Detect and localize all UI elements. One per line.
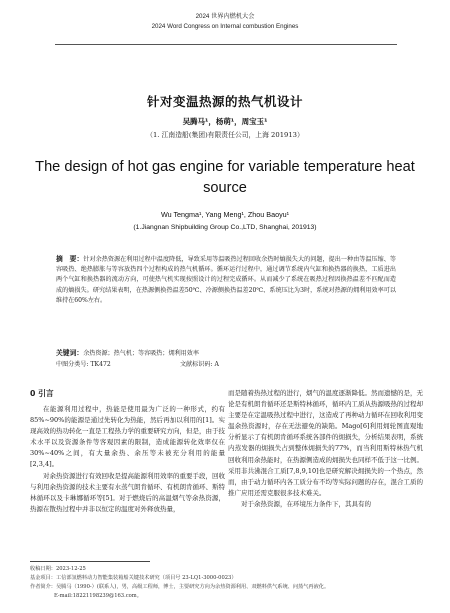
received-date: 收稿日期：2023-12-25 [30,566,86,572]
abstract-text: 针对余热资源在利用过程中温度降低，导致采用等温吸热过程回收余热时熵损失大的问题，提出一种由等温压缩、等容吸热、绝热膨胀与等容放热四个过程构成的热气机循环。循环运行过程中，通过调节系统内气缸和换热器的换热，工质进出两个气缸和换热器的流动方向，可使热气机实现按照设计的过程完成循环。从而减少了系统在吸热过程因换热温差不匹配而造成的熵损失。研究结果表明，在热源侧换热温差50℃、冷源侧换热温差20℃、系统压比为3时，系统对热源的㶲利用效率可以维持在60%左右。 [56,256,397,304]
abstract-label: 摘 要： [56,255,84,263]
author-email: E-mail:18221198239@163.com。 [54,593,142,599]
body-paragraph: 对于余热资源，在环境压力条件下，其具有的 [241,499,371,508]
body-paragraph: 对余热资源进行有效回收是提高能源利用效率的重要手段，回收与利用余热资源的技术主要有水蒸气朗肯循环、有机朗肯循环、斯特林循环以及卡琳娜循环等[5]。对于燃烧后的高温烟气等余热资源，热源在散热过程中并非以恒定的温度对外释放热量， [30,471,225,513]
authors-cn: 吴腾马¹，杨萌¹，周宝玉¹ [182,117,268,126]
affiliation-en: (1.Jiangnan Shipbuilding Group Co.,LTD, Shanghai, 201913) [133,224,317,231]
keywords [56,348,396,359]
fund-info: 基金项目：工信部氢燃料动力智能集装箱船关键技术研究（项目号 23-LQ1-3000-0023） [30,575,237,581]
clc-number: 中图分类号: TK472 [56,361,111,368]
left-column [30,388,225,515]
header-rule [55,44,397,45]
body-paragraph: 而是随着热热过程的进行，烟气的温度逐渐降低。然而遗憾的是，无论是有机朗肯循环还是斯特林循环，循环内工质从热源吸热的过程却主要是在定温吸热过程中进行，这造成了再种动力循环在回收利用变温余热资源时，存在无法避免的缺陷。Mago[6]利用㶲轮图直观地分析显示了有机朗肯循环系统各部件的㶲损失，分析结果表明，系统内蒸发器的㶲损失占到整体㶲损失的77%，而当利用斯特林热气机回收利用余热能时，在热源侧造成的㶲损失也同样不低于这一比例。采用非共沸混合工质[7,8,9,10]也是研究解决㶲损失的一个热点，然而，由于动力循环内各工质分布不均等实际问题的存在，混合工质的推广应用还需克服很多技术难关。 [228,389,423,497]
title-en: The design of hot gas engine for variable temperature heat source [35,159,415,196]
document-code: 文献标识码: A [180,361,219,368]
conference-name-en: 2024 Word Congress on Internal combustion Engines [151,23,299,30]
author-bio: 作者简介：吴腾马（1990-）(联系人)，男，高级工程师，博士，主要研究方向为余热资源利用、双燃料供气系统、问蒸气再液化。 [30,584,330,590]
conference-name-cn: 2024 世界内燃机大会 [195,13,255,20]
authors-en: Wu Tengma¹, Yang Meng¹, Zhou Baoyu¹ [160,210,290,219]
footnotes [30,565,422,601]
right-column [228,388,423,510]
affiliation-cn: （1. 江南造船(集团)有限责任公司，上海 201913） [146,131,304,139]
title-cn: 针对变温热源的热气机设计 [146,94,303,109]
classification-row [56,360,396,370]
keywords-label: 关键词： [56,349,84,357]
conference-header [0,12,450,32]
body-paragraph: 在能源利用过程中，热能是使用最为广泛的一种形式，约有85%~90%的能源是通过先转化为热能，然后再加以利用的[1]。实现高效的热功转化一直是工程热力学的重要研究方向，但是，由于技术水平以及资源条件等客观因素的限制，造成能源转化效率仅在30%~40%之间，有大量余热、余压等未被充分利用的能量[2,3,4]。 [30,405,225,469]
abstract [56,254,396,306]
keywords-text: 余热资源；热气机；等容吸热；㶲利用效率 [83,350,199,357]
footnote-rule [30,561,150,562]
section-heading-intro: 0 引言 [30,389,54,398]
